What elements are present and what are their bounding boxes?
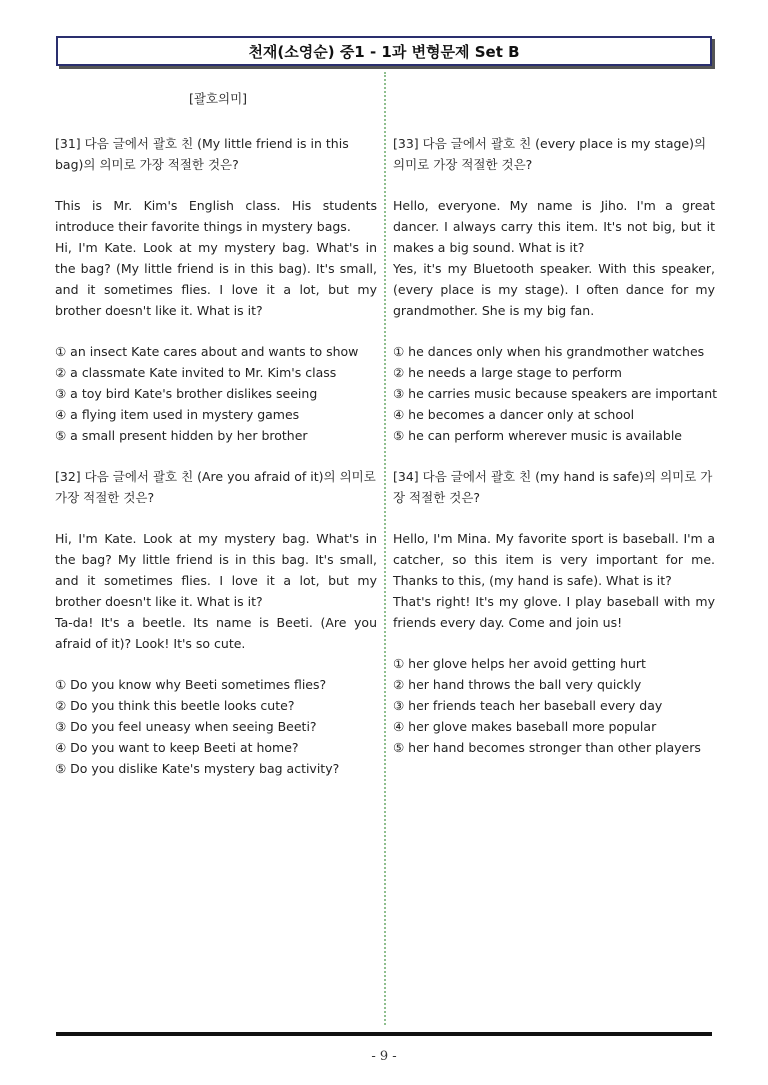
question-32	[55, 466, 377, 779]
answer-option: ④ a flying item used in mystery games	[55, 407, 300, 422]
right-column	[393, 88, 718, 778]
passage-paragraph: Ta-da! It's a beetle. Its name is Beeti. (Are you afraid of it)? Look! It's so cute.	[55, 615, 377, 651]
answer-option: ① an insect Kate cares about and wants to show	[55, 344, 359, 359]
answer-option: ③ he carries music because speakers are important	[393, 386, 718, 401]
answer-option: ② a classmate Kate invited to Mr. Kim's class	[55, 365, 337, 380]
question-text: [33] 다음 글에서 괄호 친 (every place is my stage)의 의미로 가장 적절한 것은?	[393, 136, 707, 172]
answer-option: ④ he becomes a dancer only at school	[393, 407, 635, 422]
passage-paragraph: Yes, it's my Bluetooth speaker. With this speaker, (every place is my stage). I often dance for my grandmother. She is my big fan.	[393, 261, 715, 318]
passage-paragraph: Hello, everyone. My name is Jiho. I'm a great dancer. I always carry this item. It's not big, but it makes a big sound. What is it?	[393, 198, 715, 255]
passage-paragraph: This is Mr. Kim's English class. His students introduce their favorite things in mystery bags.	[55, 198, 377, 234]
footer-rule	[56, 1032, 712, 1036]
answer-option: ③ her friends teach her baseball every day	[393, 698, 663, 713]
question-text: [31] 다음 글에서 괄호 친 (My little friend is in this bag)의 의미로 가장 적절한 것은?	[55, 136, 349, 172]
answer-option: ④ Do you want to keep Beeti at home?	[55, 740, 299, 755]
answer-option: ③ Do you feel uneasy when seeing Beeti?	[55, 719, 317, 734]
answer-option: ⑤ a small present hidden by her brother	[55, 428, 308, 443]
answer-options	[393, 341, 718, 446]
answer-option: ⑤ her hand becomes stronger than other players	[393, 740, 701, 755]
passage	[393, 195, 715, 321]
left-column	[55, 88, 377, 799]
answer-option: ② Do you think this beetle looks cute?	[55, 698, 295, 713]
question-text: [34] 다음 글에서 괄호 친 (my hand is safe)의 의미로 가장 적절한 것은?	[393, 469, 713, 505]
answer-option: ① Do you know why Beeti sometimes flies?	[55, 677, 327, 692]
passage	[55, 528, 377, 654]
page-title: 천재(소영순) 중1 - 1과 변형문제 Set B	[56, 36, 712, 66]
passage-paragraph: Hi, I'm Kate. Look at my mystery bag. What's in the bag? My little friend is in this bag. It's small, and it sometimes flies. I love it a lot, but my brother doesn't like it. What is it?	[55, 531, 377, 609]
passage-paragraph: Hi, I'm Kate. Look at my mystery bag. What's in the bag? (My little friend is in this bag). It's small, and it sometimes flies. I love it a lot, but my brother doesn't like it. What is it?	[55, 240, 377, 318]
answer-option: ⑤ he can perform wherever music is available	[393, 428, 682, 443]
answer-options	[55, 674, 377, 779]
answer-option: ① he dances only when his grandmother watches	[393, 344, 705, 359]
passage	[55, 195, 377, 321]
answer-option: ① her glove helps her avoid getting hurt	[393, 656, 646, 671]
answer-options	[55, 341, 377, 446]
section-label: [괄호의미]	[189, 91, 248, 106]
question-text: [32] 다음 글에서 괄호 친 (Are you afraid of it)의 의미로 가장 적절한 것은?	[55, 469, 376, 505]
page-number: - 9 -	[371, 1049, 397, 1064]
passage-paragraph: Hello, I'm Mina. My favorite sport is baseball. I'm a catcher, so this item is very important for me. Thanks to this, (my hand is safe). What is it?	[393, 531, 715, 588]
question-33	[393, 133, 718, 446]
answer-options	[393, 653, 715, 758]
answer-option: ④ her glove makes baseball more popular	[393, 719, 657, 734]
answer-option: ② her hand throws the ball very quickly	[393, 677, 642, 692]
question-34	[393, 466, 715, 758]
passage	[393, 528, 715, 633]
answer-option: ⑤ Do you dislike Kate's mystery bag activity?	[55, 761, 340, 776]
passage-paragraph: That's right! It's my glove. I play baseball with my friends every day. Come and join us!	[393, 594, 715, 630]
question-31	[55, 133, 377, 446]
answer-option: ③ a toy bird Kate's brother dislikes seeing	[55, 386, 318, 401]
answer-option: ② he needs a large stage to perform	[393, 365, 622, 380]
column-divider	[384, 72, 386, 1025]
